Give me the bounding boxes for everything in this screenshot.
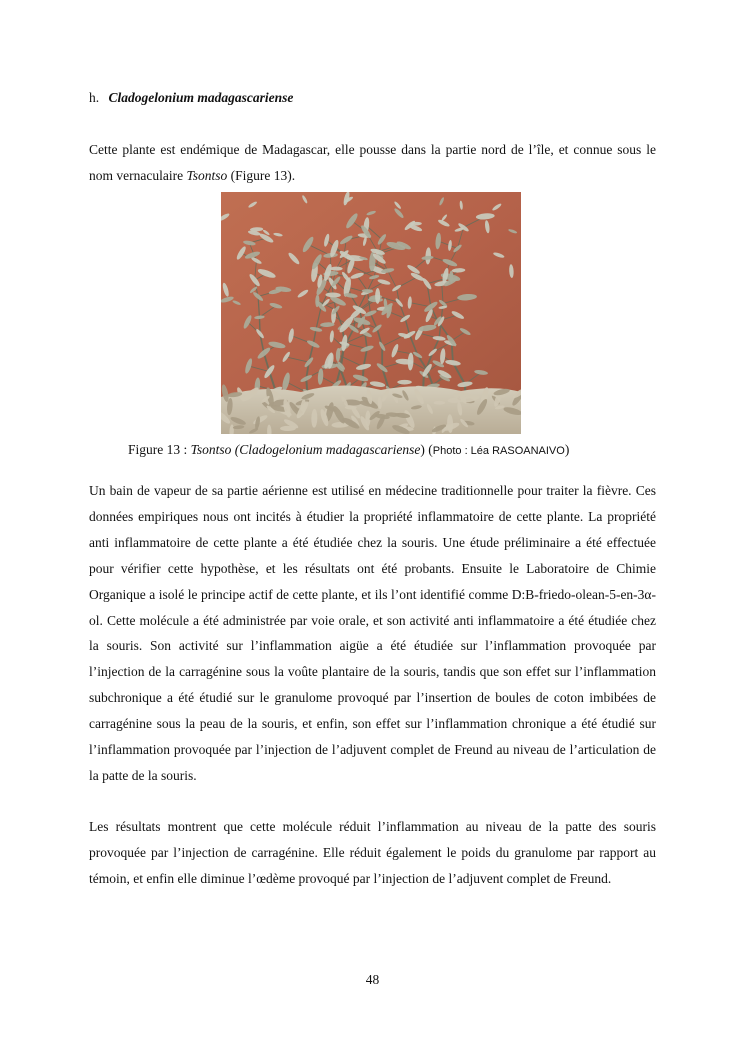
leaf-litter: [221, 385, 521, 434]
intro-paragraph: [89, 137, 656, 189]
caption-close: ) (: [420, 442, 433, 457]
intro-text-after: (Figure 13).: [227, 167, 296, 183]
section-heading: [89, 89, 293, 107]
figure-caption: [128, 440, 569, 461]
caption-italic: Tsontso (Cladogelonium madagascariense: [190, 442, 421, 457]
caption-end: ): [564, 442, 570, 457]
intro-text-before: Cette plante est endémique de Madagascar, elle pousse dans la partie nord de l’île, et connue sous le nom vernaculaire: [89, 142, 656, 183]
caption-label: Figure 13 :: [128, 442, 191, 457]
vernacular-name: Tsontso: [186, 167, 228, 183]
plant-photo: [221, 192, 521, 434]
body-paragraph-2: Les résultats montrent que cette molécule réduit l’inflammation au niveau de la patte des souris provoquée par l’injection de carragénine. Elle réduit également le poids du granulome par rapport au témoin, et enfin elle diminue l’œdème provoqué par l’injection de l’adjuvent complet de Freund.: [89, 819, 656, 886]
photo-credit: Photo : Léa RASOANAIVO: [432, 445, 565, 457]
section-title: Cladogelonium madagascariense: [108, 90, 294, 105]
body-paragraph-1: Un bain de vapeur de sa partie aérienne est utilisé en médecine traditionnelle pour traiter la fièvre. Ces données empiriques nous ont incités à étudier la propriété inflammatoire de cette plante. La propriété anti inflammatoire de cette plante a été étudiée chez la souris. Une étude préliminaire a été effectuée pour vérifier cette hypothèse, et les résultats ont été probants. Ensuite le Laboratoire de Chimie Organique a isolé le principe actif de cette plante, et ils l’ont identifié comme D:B-friedo-olean-5-en-3α-ol. Cette molécule a été administrée par voie orale, et son activité anti inflammatoire a été étudiée chez la souris. Son activité sur l’inflammation aigüe a été étudiée sur l’inflammation provoquée par l’injection de la carragénine sous la voûte plantaire de la souris, tandis que son effet sur l’inflammation subchronique a été étudié sur le granulome provoqué par l’insertion de boules de coton imbibées de carragénine sous la peau de la souris, et enfin, son effet sur l’inflammation chronique a été étudié sur l’inflammation provoquée par l’injection de l’adjuvent complet de Freund au niveau de l’articulation de la patte de la souris.: [89, 483, 656, 783]
page-number: 48: [365, 972, 380, 987]
section-number: h.: [89, 90, 100, 105]
plant-photo-drawing: [221, 192, 521, 434]
